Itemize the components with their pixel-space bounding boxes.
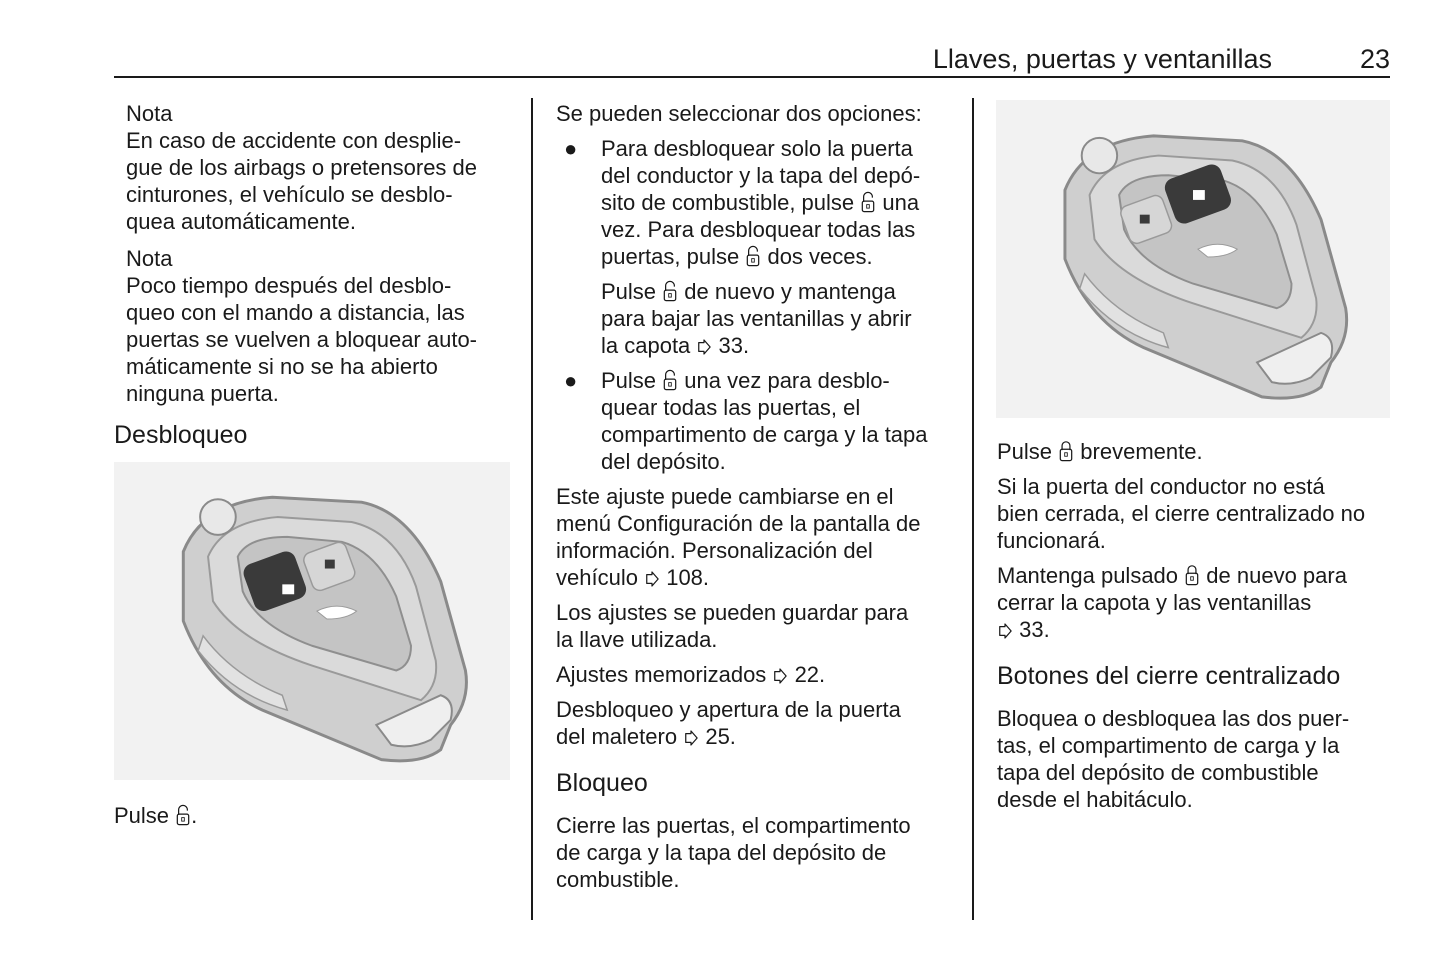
caption-lock: Pulse brevemente. <box>997 439 1203 464</box>
note-1-line: gue de los airbags o pretensores de <box>126 155 478 180</box>
arrow-right-icon <box>645 570 659 588</box>
paragraph-memorized: Ajustes memorizados 22. <box>556 662 826 687</box>
bullet-item-1: ● Para desbloquear solo la puerta del conductor y la tapa del depó- sito de combustible, pulse una vez. Para desbloquear todas las puertas, pulse dos veces. <box>564 136 921 269</box>
paragraph-driver-door: Si la puerta del conductor no está bien cerrada, el cierre centralizado no funcionará. <box>997 474 1366 553</box>
column-divider-1 <box>531 98 533 920</box>
arrow-right-icon <box>684 729 698 747</box>
bullet-item-1-continuation: Pulse de nuevo y mantenga para bajar las ventanillas y abrir la capota 33. <box>601 279 912 358</box>
cross-reference[interactable]: 33. <box>718 333 750 358</box>
bullet-dot: ● <box>564 136 578 161</box>
note-2-line: ninguna puerta. <box>126 381 279 406</box>
note-1-line: cinturones, el vehículo se desblo- <box>126 182 453 207</box>
bullet-item-2: ● Pulse una vez para desblo- quear todas las puertas, el compartimento de carga y la tapa del depósito. <box>564 368 928 474</box>
lock-icon <box>1185 564 1199 586</box>
running-header-title: Llaves, puertas y ventanillas <box>932 44 1272 74</box>
column-2 <box>556 100 956 893</box>
note-2-line: queo con el mando a distancia, las <box>126 300 465 325</box>
unlock-icon <box>663 369 677 391</box>
lock-icon <box>1059 440 1073 462</box>
cross-reference[interactable]: 108. <box>666 565 710 590</box>
paragraph-hold-lock: Mantenga pulsado de nuevo para cerrar la capota y las ventanillas 33. <box>997 563 1347 642</box>
note-2-line: Poco tiempo después del desblo- <box>126 273 452 298</box>
column-3 <box>997 438 1392 813</box>
cross-reference[interactable]: 22. <box>794 662 826 687</box>
header-rule <box>114 76 1390 78</box>
key-fob-figure-lock <box>996 100 1390 418</box>
note-2-title: Nota <box>126 246 173 271</box>
cross-reference[interactable]: 33. <box>1019 617 1050 642</box>
paragraph-central-lock-buttons: Bloquea o desbloquea las dos puer- tas, el compartimento de carga y la tapa del depósito de combustible desde el habitáculo. <box>997 706 1350 812</box>
caption-unlock: Pulse . <box>114 803 198 828</box>
column-divider-2 <box>972 98 974 920</box>
unlock-icon <box>663 280 677 302</box>
paragraph-settings: Este ajuste puede cambiarse en el menú Configuración de la pantalla de información. Personalización del vehículo 108. <box>556 484 921 590</box>
unlock-icon <box>176 804 190 826</box>
section-heading-bloqueo: Bloqueo <box>556 769 648 797</box>
note-2-line: máticamente si no se ha abierto <box>126 354 438 379</box>
page-number: 23 <box>1359 44 1390 74</box>
options-intro: Se pueden seleccionar dos opciones: <box>556 101 922 126</box>
paragraph-trunk: Desbloqueo y apertura de la puerta del maletero 25. <box>556 697 901 749</box>
note-1-line: En caso de accidente con desplie- <box>126 128 462 153</box>
bullet-dot: ● <box>564 368 578 393</box>
note-2-line: puertas se vuelven a bloquear auto- <box>126 327 478 352</box>
cross-reference[interactable]: 25. <box>705 724 736 749</box>
note-1-title: Nota <box>126 101 173 126</box>
paragraph-saved-settings: Los ajustes se pueden guardar para la llave utilizada. <box>556 600 909 652</box>
paragraph-close-doors: Cierre las puertas, el compartimento de carga y la tapa del depósito de combustible. <box>556 813 911 892</box>
unlock-icon <box>861 191 875 213</box>
unlock-icon <box>746 245 760 267</box>
arrow-right-icon <box>697 338 711 356</box>
key-fob-figure-unlock <box>114 462 510 780</box>
arrow-right-icon <box>998 622 1012 640</box>
note-1 <box>126 100 521 407</box>
note-1-line: quea automáticamente. <box>126 209 356 234</box>
arrow-right-icon <box>773 667 787 685</box>
section-heading-botones: Botones del cierre centralizado <box>997 662 1341 690</box>
section-heading-desbloqueo: Desbloqueo <box>114 421 248 449</box>
